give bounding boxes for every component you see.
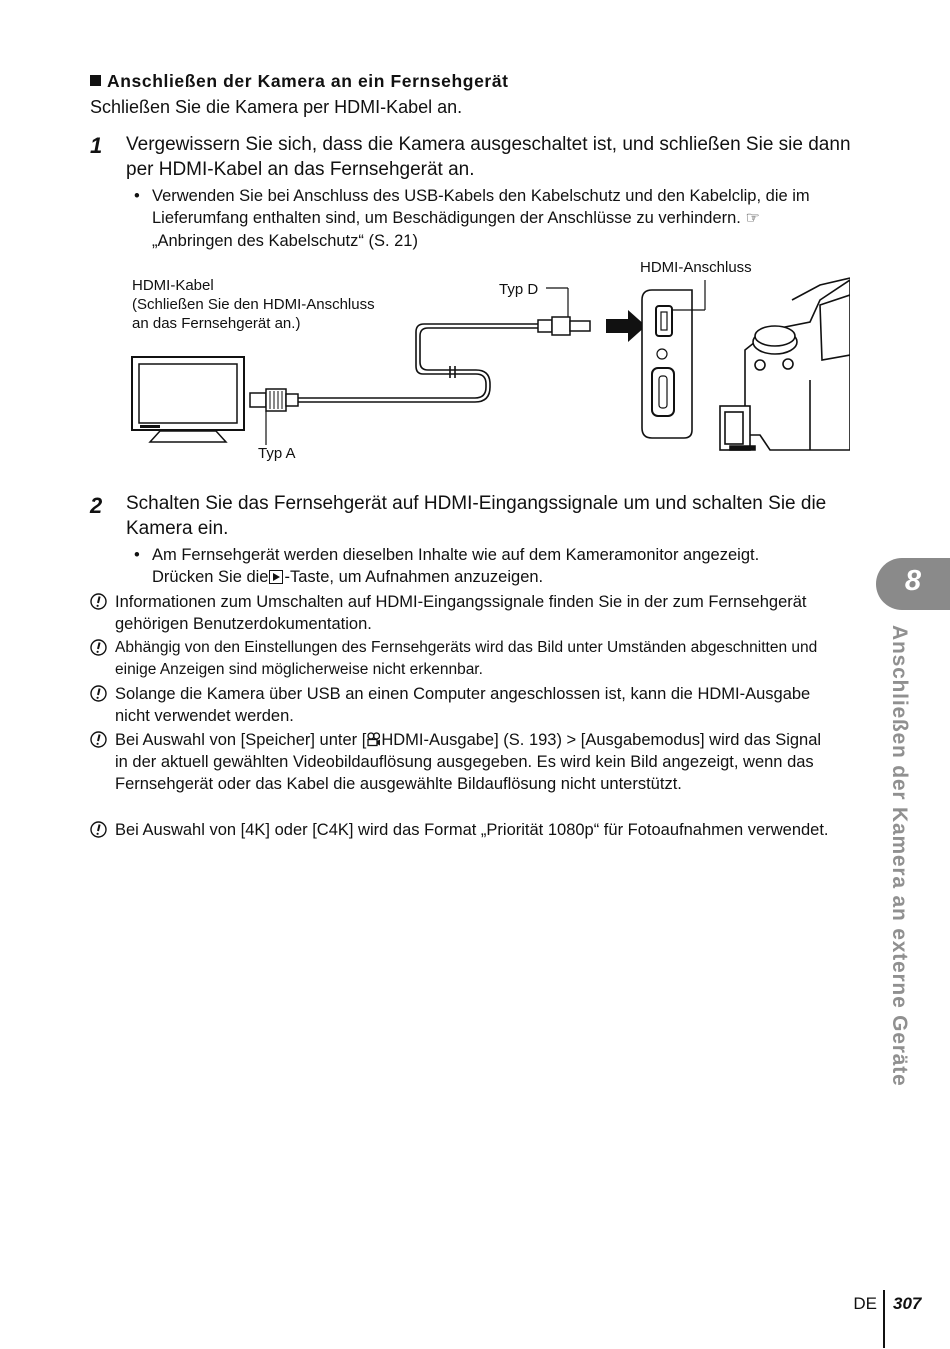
note-4 [90,729,830,795]
tv-icon [132,357,244,442]
note-3 [90,683,830,727]
note-1-text: Informationen zum Umschalten auf HDMI-Eingangssignale finden Sie in der zum Fernsehgerät gehörigen Benutzerdokumentation. [115,593,807,633]
note-4-text-end: HDMI-Ausgabe] (S. 193) > [Ausgabemodus] wird das Signal in der aktuell gewählten Videobildauflösung ausgegeben. Es wird kein Bild angezeigt, wenn das Fernsehgerät oder das Kabel die ausgewählte Bildauflösung nicht unterstützt. [115,731,822,793]
square-bullet-icon [90,75,101,86]
step-2-bullet-text: Am Fernsehgerät werden dieselben Inhalte wie auf dem Kameramonitor angezeigt. Drücken Sie die [152,546,760,586]
camera-body-icon [720,278,850,450]
section-heading [90,71,509,92]
connection-illustration [120,260,850,480]
note-2-text: Abhängig von den Einstellungen des Fernsehgeräts wird das Bild unter Umständen abgeschnitten und einige Anzeigen sind möglicherweise nicht erkennbar. [115,639,818,678]
bullet-dot: • [134,546,140,564]
figure-label-cable-line3: an das Fernsehgerät an.) [132,315,301,332]
caution-icon [90,685,107,702]
intro-text: Schließen Sie die Kamera per HDMI-Kabel an. [90,97,463,117]
hdmi-cable [298,324,538,402]
step-1-text: Vergewissern Sie sich, dass die Kamera ausgeschaltet ist, und schließen Sie sie dann per HDMI-Kabel an das Fernsehgerät an. [126,134,851,180]
movie-icon [366,732,381,747]
step-2-text: Schalten Sie das Fernsehgerät auf HDMI-Eingangssignale um und schalten Sie die Kamera ein. [126,493,827,539]
note-1 [90,591,830,635]
figure-label-type-a: Typ A [258,445,296,462]
footer-language: DE [853,1294,877,1313]
note-4-text-start: Bei Auswahl von [Speicher] unter [ [115,731,367,749]
caution-icon [90,593,107,610]
step-1-bullet-reference: „Anbringen des Kabelschutz“ (S. 21) [152,232,418,250]
bullet-dot: • [134,187,140,205]
step-1-number: 1 [90,133,103,158]
hdmi-type-d-plug-icon [538,288,590,335]
step-1-bullet-text: Verwenden Sie bei Anschluss des USB-Kabels den Kabelschutz und den Kabelclip, die im Lieferumfang enthalten sind, um Beschädigungen der Anschlüsse zu verhindern. [152,187,810,227]
chapter-number: 8 [904,565,922,597]
step-2-number: 2 [90,493,103,518]
arrow-right-icon [606,310,646,342]
figure-label-cable-line1: HDMI-Kabel [132,277,214,294]
footer-divider [883,1290,885,1348]
note-3-text: Solange die Kamera über USB an einen Computer angeschlossen ist, kann die HDMI-Ausgabe nicht verwendet werden. [115,685,811,725]
caution-icon [90,731,107,748]
reference-hand-icon: ☞ [745,210,760,227]
caution-icon [90,639,107,656]
note-2 [90,637,830,681]
step-1-bullet [134,185,842,252]
page-number: 307 [893,1294,922,1313]
step-2-bullet-text-end: -Taste, um Aufnahmen anzuzeigen. [284,568,544,586]
hdmi-type-a-plug-icon [250,389,298,445]
step-2-bullet [134,544,812,588]
note-4-text [115,729,830,795]
section-heading-text: Anschließen der Kamera an ein Fernsehgerät [107,71,509,91]
figure-label-type-d: Typ D [499,281,539,298]
figure-label-hdmi-port: HDMI-Anschluss [640,259,752,276]
figure-label-cable-line2: (Schließen Sie den HDMI-Anschluss [132,296,375,313]
hdmi-port-panel-icon [642,280,705,438]
note-5 [90,819,830,841]
note-5-text: Bei Auswahl von [4K] oder [C4K] wird das Format „Priorität 1080p“ für Fotoaufnahmen verwendet. [115,821,829,839]
playback-button-icon [269,570,283,584]
chapter-title-vertical: Anschließen der Kamera an externe Geräte [888,625,911,1087]
caution-icon [90,821,107,838]
